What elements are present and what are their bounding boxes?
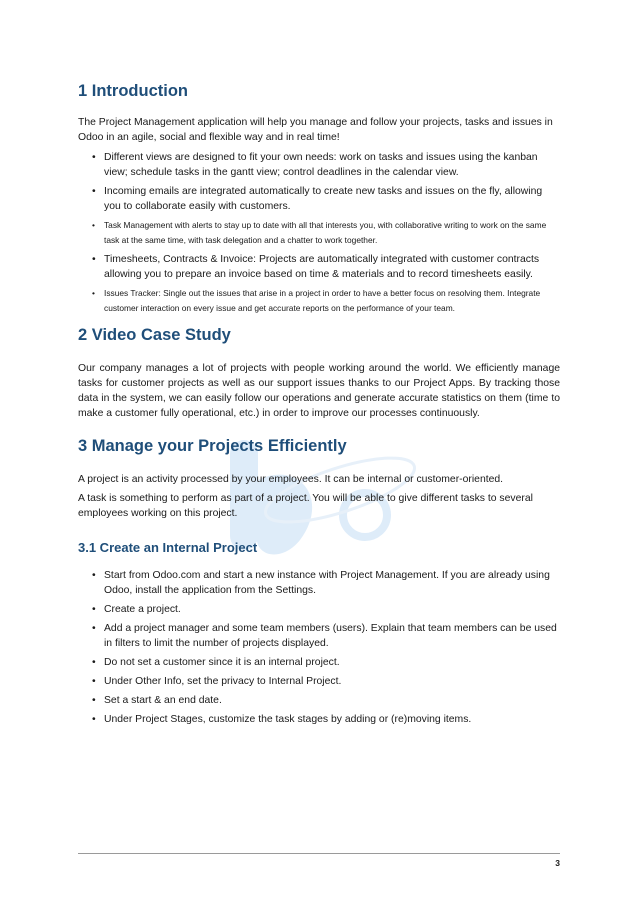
manage-paragraph-project: A project is an activity processed by your employees. It can be internal or customer-oriented. bbox=[78, 474, 504, 485]
bullet-glyph: • bbox=[92, 254, 96, 265]
list-item: • Issues Tracker: Single out the issues that arise in a project in order to have a better focus on resolving them. Integrate customer interaction on every issue and get accurate reports on the performance of your team. bbox=[92, 288, 541, 313]
bullet-glyph: • bbox=[92, 604, 96, 615]
bullet-glyph: • bbox=[92, 288, 95, 298]
list-item: • Set a start & an end date. bbox=[92, 695, 222, 706]
list-item: • Under Project Stages, customize the task stages by adding or (re)moving items. bbox=[92, 714, 472, 725]
bullet-glyph: • bbox=[92, 657, 96, 668]
video-paragraph: Our company manages a lot of projects with people working around the world. We efficiently manage tasks for customer projects as well as our support issues thanks to our Project Apps. By tracking those data in the system, we can easily follow our operations and generate accurate statistics on them (time to make a customer fully operational, etc.) in order to improve our processes continuously. bbox=[78, 363, 560, 419]
internal-project-steps bbox=[78, 568, 560, 727]
bullet-glyph: • bbox=[92, 676, 96, 687]
bullet-glyph: • bbox=[92, 695, 96, 706]
footer-divider bbox=[78, 853, 560, 854]
section-heading-video-case-study: 2 Video Case Study bbox=[78, 326, 231, 344]
section-heading-introduction: 1 Introduction bbox=[78, 82, 188, 100]
bullet-glyph: • bbox=[92, 186, 96, 197]
list-item: • Different views are designed to fit your own needs: work on tasks and issues using the kanban view; schedule tasks in the gantt view; control deadlines in the calendar view. bbox=[92, 152, 538, 178]
intro-paragraph: The Project Management application will help you manage and follow your projects, tasks and issues in Odoo in an agile, social and flexible way and in real time! bbox=[78, 117, 553, 143]
list-item: • Under Other Info, set the privacy to Internal Project. bbox=[92, 676, 342, 687]
bullet-glyph: • bbox=[92, 152, 96, 163]
list-item: • Task Management with alerts to stay up to date with all that interests you, with collaborative writing to work on the same task at the same time, with task delegation and a chatter to work together. bbox=[92, 220, 547, 245]
section-heading-manage-projects: 3 Manage your Projects Efficiently bbox=[78, 437, 347, 455]
bullet-glyph: • bbox=[92, 714, 96, 725]
list-item: • Do not set a customer since it is an internal project. bbox=[92, 657, 340, 668]
manage-paragraph-task: A task is something to perform as part of a project. You will be able to give different tasks to several employees working on this project. bbox=[78, 493, 533, 519]
list-item: • Create a project. bbox=[92, 604, 181, 615]
list-item: • Add a project manager and some team members (users). Explain that team members can be used in filters to limit the number of projects displayed. bbox=[92, 623, 557, 649]
subsection-heading-internal-project: 3.1 Create an Internal Project bbox=[78, 540, 258, 555]
bullet-glyph: • bbox=[92, 220, 95, 230]
list-item: • Start from Odoo.com and start a new instance with Project Management. If you are already using Odoo, install the application from the Settings. bbox=[92, 570, 550, 596]
bullet-glyph: • bbox=[92, 570, 96, 581]
list-item: • Incoming emails are integrated automatically to create new tasks and issues on the fly, allowing you to collaborate easily with customers. bbox=[92, 186, 543, 212]
bullet-glyph: • bbox=[92, 623, 96, 634]
page-number: 3 bbox=[555, 858, 560, 868]
list-item: • Timesheets, Contracts & Invoice: Projects are automatically integrated with customer contracts allowing you to prepare an invoice based on time & materials and to record timesheets easily. bbox=[92, 254, 540, 280]
intro-bullet-list bbox=[78, 150, 560, 316]
